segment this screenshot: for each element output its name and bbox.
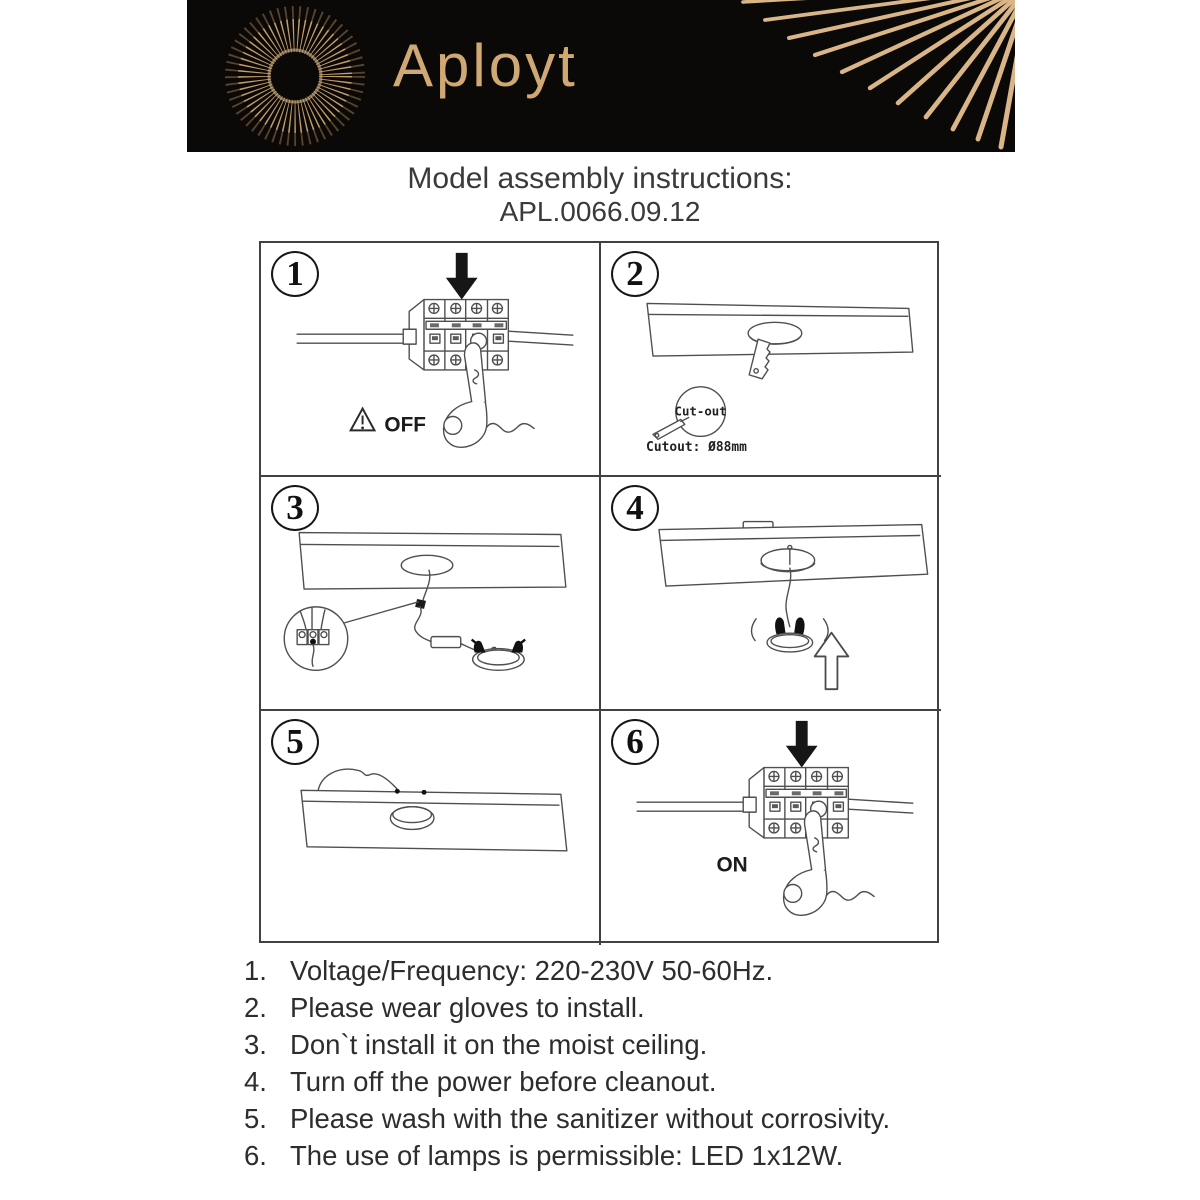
instruction-number: 6. — [244, 1140, 267, 1171]
down-arrow-icon — [786, 721, 818, 768]
step-number-badge: 6 — [611, 719, 659, 765]
step-number-badge: 5 — [271, 719, 319, 765]
wire — [318, 769, 398, 791]
cutout-hole — [401, 555, 453, 575]
circuit-breaker-box — [743, 768, 848, 838]
down-arrow-icon — [446, 253, 478, 300]
warning-off-label — [351, 409, 426, 437]
cable-clamp — [422, 790, 427, 795]
panel-step-4 — [601, 477, 941, 711]
panel-step-5 — [261, 711, 601, 945]
starburst-logo-icon — [225, 6, 365, 146]
step-number-badge: 1 — [271, 251, 319, 297]
panel-step-1 — [261, 243, 601, 477]
instruction-item — [244, 952, 1024, 989]
instruction-number: 2. — [244, 992, 267, 1023]
instruction-item — [244, 1137, 1024, 1174]
cable-clamp — [395, 789, 400, 794]
model-number: APL.0066.09.12 — [499, 196, 701, 227]
magnifier-leader-line — [345, 602, 418, 623]
panel-step-6 — [601, 711, 941, 945]
page-title: Model assembly instructions: — [407, 162, 793, 195]
instruction-text: Turn off the power before cleanout. — [290, 1066, 717, 1097]
instruction-list — [244, 952, 1024, 1174]
terminal-detail-magnifier — [284, 607, 347, 670]
instruction-number: 4. — [244, 1066, 267, 1097]
instruction-number: 5. — [244, 1103, 267, 1134]
instruction-text: Voltage/Frequency: 220-230V 50-60Hz. — [290, 955, 774, 986]
on-label: ON — [716, 853, 748, 877]
circuit-breaker-box — [403, 300, 508, 370]
wire — [415, 607, 431, 642]
step-number-badge: 4 — [611, 485, 659, 531]
step-number-badge: 2 — [611, 251, 659, 297]
instruction-text: Please wash with the sanitizer without corrosivity. — [290, 1103, 891, 1134]
instruction-item — [244, 1026, 1024, 1063]
downlight-lamp — [752, 617, 829, 652]
brand-wordmark: Aployt — [393, 32, 578, 99]
rays-decoration-icon — [615, 0, 1015, 152]
instruction-item — [244, 1063, 1024, 1100]
brand-header — [187, 0, 1015, 152]
downlight-lamp — [472, 640, 526, 671]
instruction-panel-grid — [259, 241, 939, 943]
led-driver-box — [431, 637, 461, 648]
up-arrow-icon — [815, 633, 849, 690]
panel-step-2 — [601, 243, 941, 477]
off-label: OFF — [384, 413, 427, 437]
step-number-badge: 3 — [271, 485, 319, 531]
cutout-size-note: Cutout: Ø88mm — [646, 440, 747, 456]
instruction-number: 3. — [244, 1029, 267, 1060]
title-block — [0, 162, 1200, 228]
instruction-number: 1. — [244, 955, 267, 986]
installed-lamp — [390, 807, 434, 830]
panel-step-3 — [261, 477, 601, 711]
instruction-text: The use of lamps is permissible: LED 1x12W. — [290, 1140, 844, 1171]
instruction-text: Please wear gloves to install. — [290, 992, 645, 1023]
instruction-item — [244, 989, 1024, 1026]
instruction-text: Don`t install it on the moist ceiling. — [290, 1029, 708, 1060]
cutout-detail-magnifier — [653, 387, 727, 440]
cutout-detail-label: Cut-out — [674, 403, 727, 419]
instruction-item — [244, 1100, 1024, 1137]
